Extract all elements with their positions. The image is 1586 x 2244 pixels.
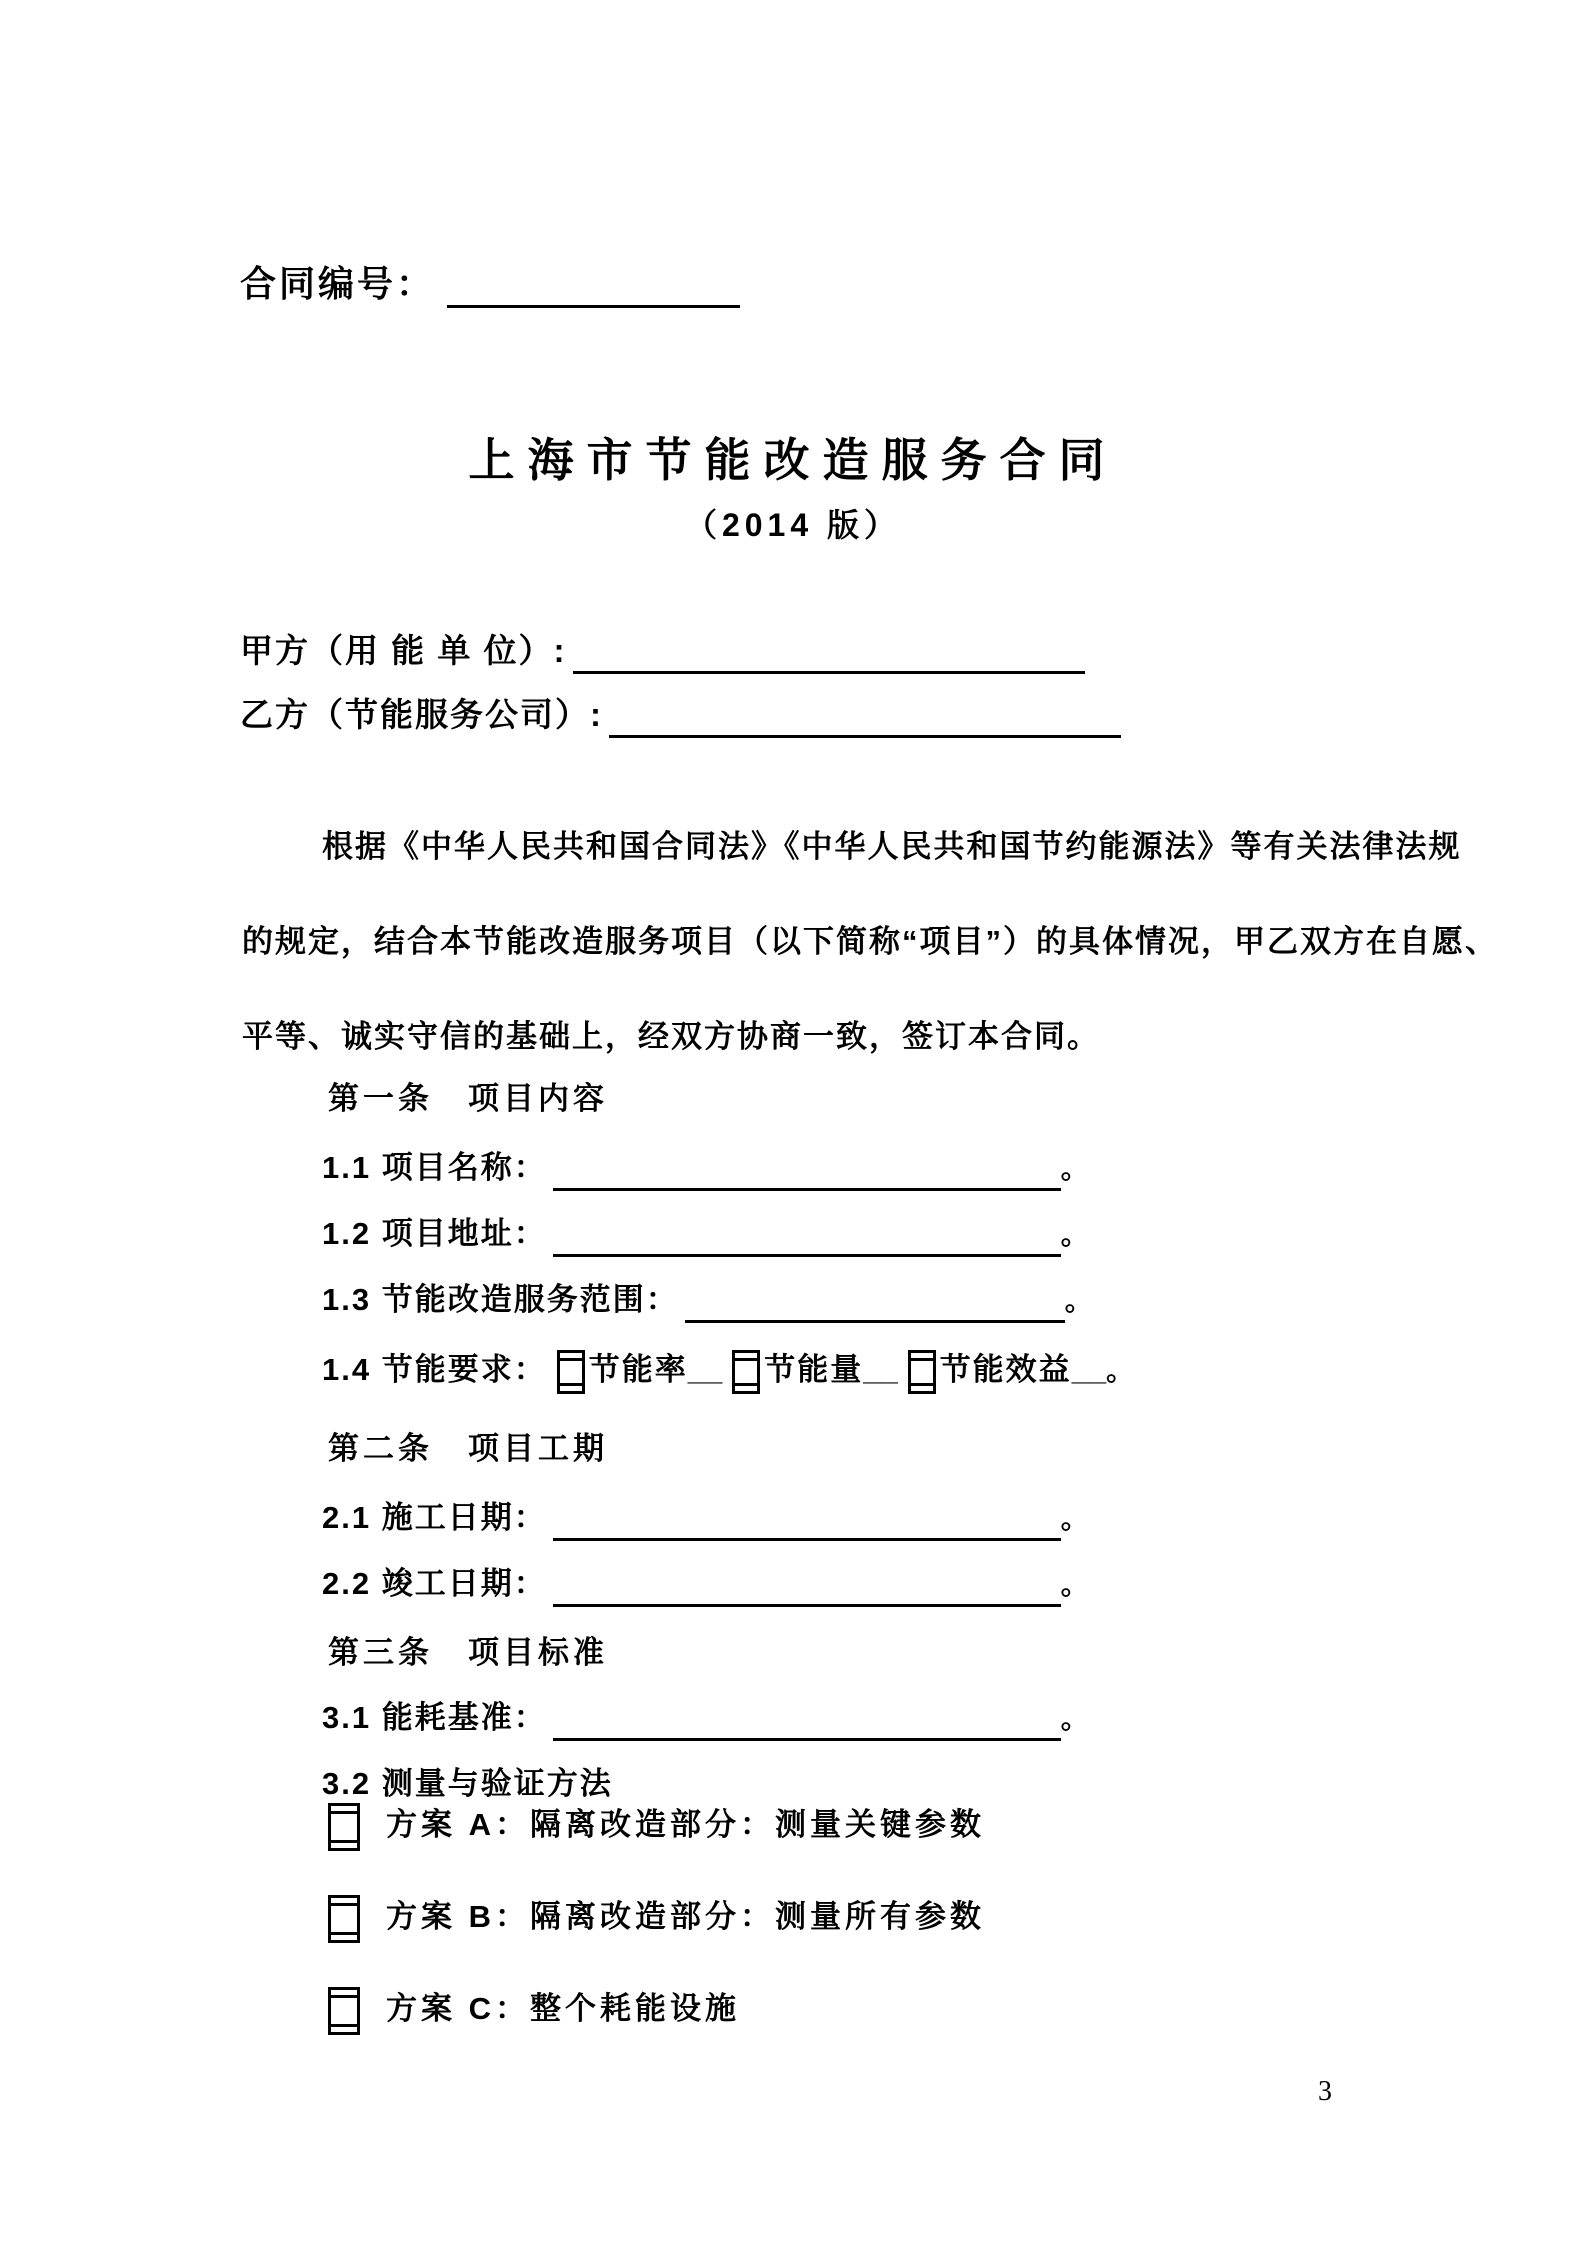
item-3-1-label: 3.1 能耗基准： xyxy=(322,1700,547,1735)
item-2-1-label: 2.1 施工日期： xyxy=(322,1500,547,1535)
item-2-1-row xyxy=(322,1496,1091,1541)
contract-number-row xyxy=(240,260,740,308)
plan-b-checkbox-icon[interactable] xyxy=(328,1895,360,1943)
item-1-3-period: 。 xyxy=(1064,1285,1095,1316)
party-a-field[interactable] xyxy=(573,629,1085,674)
plan-a-label: 方案 A：隔离改造部分：测量关键参数 xyxy=(386,1807,985,1842)
item-1-1-period: 。 xyxy=(1060,1153,1091,1184)
plan-a-checkbox-icon[interactable] xyxy=(328,1803,360,1851)
plan-b-row xyxy=(328,1892,985,1943)
item-1-4-period: 。 xyxy=(1106,1355,1137,1386)
item-2-2-label: 2.2 竣工日期： xyxy=(322,1566,547,1601)
party-b-row xyxy=(240,692,1121,738)
document-edition: （2014 版） xyxy=(684,507,902,543)
energy-saving-benefit-checkbox-icon[interactable] xyxy=(908,1350,936,1394)
document-title: 上海市节能改造服务合同 xyxy=(468,434,1118,486)
item-1-2-period: 。 xyxy=(1060,1219,1091,1250)
item-3-2-label: 3.2 测量与验证方法 xyxy=(322,1766,613,1801)
project-address-field[interactable] xyxy=(553,1214,1061,1257)
preamble-line-1: 根据《中华人民共和国合同法》《中华人民共和国节约能源法》等有关法律法规 xyxy=(322,829,1462,864)
item-1-1-label: 1.1 项目名称： xyxy=(322,1150,547,1185)
preamble-line-3: 平等、诚实守信的基础上，经双方协商一致，签订本合同。 xyxy=(242,1019,1100,1054)
party-a-row xyxy=(240,628,1085,674)
energy-saving-benefit-blank[interactable]: __ xyxy=(1071,1352,1107,1387)
energy-saving-benefit-label: 节能效益 xyxy=(939,1352,1072,1387)
section-2-heading: 第二条 项目工期 xyxy=(328,1431,608,1466)
plan-b-label: 方案 B：隔离改造部分：测量所有参数 xyxy=(386,1899,985,1934)
item-1-4-row xyxy=(322,1344,1136,1397)
energy-saving-rate-blank[interactable]: __ xyxy=(687,1352,723,1387)
plan-c-row xyxy=(328,1984,740,2035)
project-name-field[interactable] xyxy=(553,1148,1061,1191)
plan-a-row xyxy=(328,1800,985,1851)
energy-saving-amount-checkbox-icon[interactable] xyxy=(732,1350,760,1394)
item-1-1-row xyxy=(322,1146,1091,1191)
plan-c-label: 方案 C：整个耗能设施 xyxy=(386,1991,740,2026)
service-scope-field[interactable] xyxy=(685,1280,1065,1323)
item-2-2-period: 。 xyxy=(1060,1569,1091,1600)
party-b-field[interactable] xyxy=(609,693,1121,738)
party-a-label: 甲方（用 能 单 位）: xyxy=(240,632,567,669)
energy-saving-amount-label: 节能量 xyxy=(764,1352,864,1387)
item-1-2-label: 1.2 项目地址： xyxy=(322,1216,547,1251)
energy-saving-rate-label: 节能率 xyxy=(588,1352,688,1387)
energy-saving-amount-blank[interactable]: __ xyxy=(863,1352,898,1387)
item-1-4-label: 1.4 节能要求： xyxy=(322,1352,547,1387)
contract-number-label: 合同编号： xyxy=(240,263,436,304)
section-1-heading: 第一条 项目内容 xyxy=(328,1081,608,1116)
plan-c-checkbox-icon[interactable] xyxy=(328,1987,360,2035)
construction-date-field[interactable] xyxy=(553,1498,1061,1541)
item-2-1-period: 。 xyxy=(1060,1503,1091,1534)
energy-saving-rate-checkbox-icon[interactable] xyxy=(557,1350,585,1394)
page-number: 3 xyxy=(1318,2076,1332,2107)
item-1-2-row xyxy=(322,1212,1091,1257)
preamble-line-2: 的规定，结合本节能改造服务项目（以下简称“项目”）的具体情况，甲乙双方在自愿、 xyxy=(242,924,1498,959)
completion-date-field[interactable] xyxy=(553,1564,1061,1607)
energy-baseline-field[interactable] xyxy=(553,1698,1061,1741)
item-1-3-row xyxy=(322,1278,1095,1323)
item-2-2-row xyxy=(322,1562,1091,1607)
section-3-heading: 第三条 项目标准 xyxy=(328,1635,608,1670)
contract-number-field[interactable] xyxy=(447,261,740,308)
item-3-1-row xyxy=(322,1696,1091,1741)
item-1-3-label: 1.3 节能改造服务范围： xyxy=(322,1282,679,1317)
item-3-1-period: 。 xyxy=(1060,1703,1091,1734)
party-b-label: 乙方（节能服务公司）: xyxy=(240,696,603,733)
